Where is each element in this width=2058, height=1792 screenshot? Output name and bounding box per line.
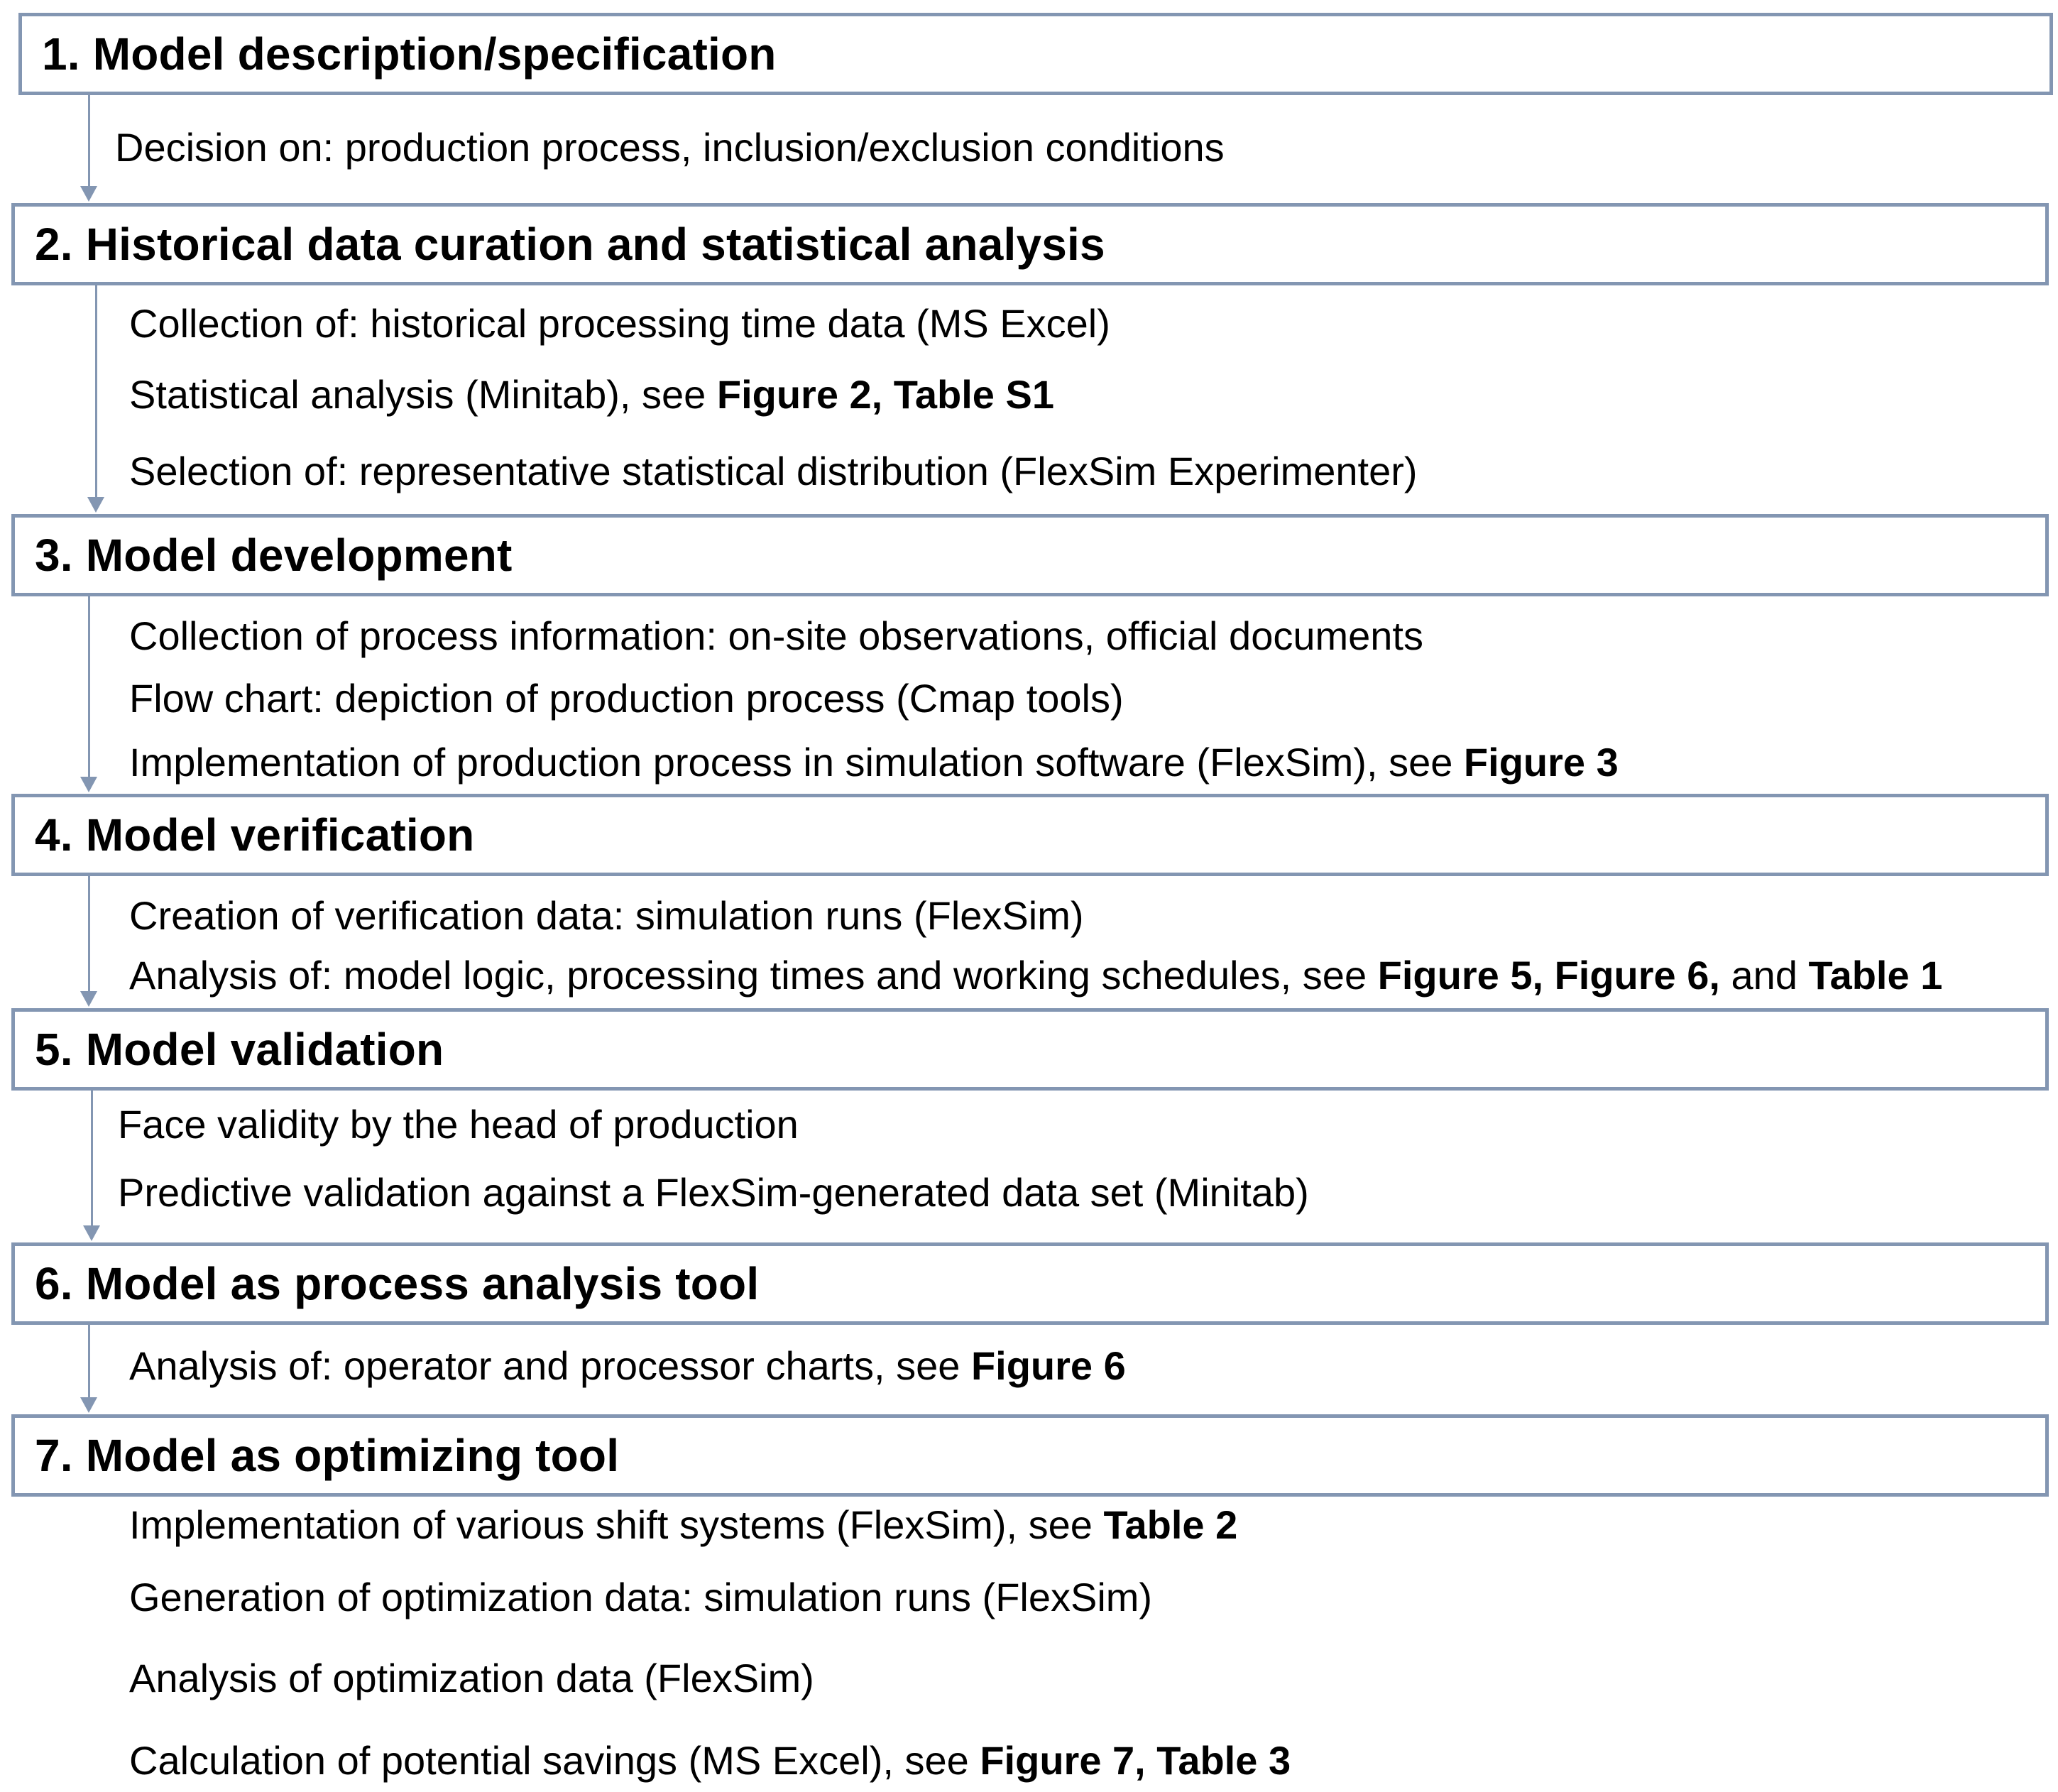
step-box-2 — [11, 203, 2049, 285]
step-2-detail-line — [129, 449, 1418, 493]
detail-text: Decision on: production process, inclusion/exclusion conditions — [115, 125, 1225, 170]
detail-text: Creation of verification data: simulation runs (FlexSim) — [129, 893, 1084, 938]
step-1-detail-line — [115, 125, 1225, 170]
flow-arrow-line — [88, 876, 90, 993]
detail-text: Selection of: representative statistical distribution (FlexSim Experimenter) — [129, 449, 1418, 493]
flow-arrowhead-icon — [80, 186, 97, 202]
step-3-detail-line — [129, 613, 1423, 658]
flow-arrow-line — [88, 596, 90, 778]
step-5-detail-line — [118, 1170, 1309, 1215]
figure-reference: Figure 2, Table S1 — [716, 372, 1054, 417]
step-7-detail-line — [129, 1738, 1291, 1783]
step-title: 3. Model development — [35, 530, 513, 581]
step-box-5 — [11, 1008, 2049, 1091]
detail-text: Implementation of various shift systems (FlexSim), see — [129, 1502, 1104, 1547]
step-7-detail-line — [129, 1656, 814, 1700]
step-title: 4. Model verification — [35, 809, 475, 861]
flow-arrow-line — [88, 95, 90, 187]
figure-reference: Table 2 — [1103, 1502, 1238, 1547]
detail-text: Statistical analysis (Minitab), see — [129, 372, 717, 417]
flow-arrowhead-icon — [80, 1397, 97, 1413]
step-6-detail-line — [129, 1343, 1126, 1388]
detail-text: and — [1719, 953, 1809, 998]
step-title: 6. Model as process analysis tool — [35, 1258, 760, 1309]
detail-text: Collection of process information: on-site observations, official documents — [129, 613, 1423, 658]
detail-text: Analysis of: model logic, processing times and working schedules, see — [129, 953, 1378, 998]
step-box-4 — [11, 794, 2049, 876]
flow-arrow-line — [91, 1091, 93, 1227]
step-2-detail-line — [129, 301, 1110, 346]
step-title: 1. Model description/specification — [42, 28, 777, 80]
flow-arrowhead-icon — [83, 1225, 100, 1241]
step-title: 5. Model validation — [35, 1024, 444, 1075]
detail-text: Implementation of production process in simulation software (FlexSim), see — [129, 740, 1464, 785]
detail-text: Predictive validation against a FlexSim-generated data set (Minitab) — [118, 1170, 1309, 1215]
step-box-7 — [11, 1414, 2049, 1497]
figure-reference: Figure 6 — [970, 1343, 1126, 1388]
step-5-detail-line — [118, 1102, 799, 1147]
step-7-detail-line — [129, 1575, 1153, 1619]
step-7-detail-line — [129, 1502, 1238, 1547]
figure-reference: Table 1 — [1808, 953, 1943, 998]
step-title: 7. Model as optimizing tool — [35, 1430, 620, 1481]
flow-arrow-line — [95, 285, 97, 498]
figure-reference: Figure 7, Table 3 — [980, 1738, 1291, 1783]
detail-text: Analysis of: operator and processor charts, see — [129, 1343, 971, 1388]
step-3-detail-line — [129, 740, 1619, 785]
step-box-3 — [11, 514, 2049, 596]
detail-text: Face validity by the head of production — [118, 1102, 799, 1147]
step-4-detail-line — [129, 953, 1943, 998]
step-title: 2. Historical data curation and statistical analysis — [35, 219, 1105, 270]
figure-reference: Figure 3 — [1463, 740, 1619, 785]
figure-reference: Figure 5, Figure 6, — [1377, 953, 1720, 998]
detail-text: Generation of optimization data: simulation runs (FlexSim) — [129, 1575, 1153, 1619]
flow-arrowhead-icon — [87, 497, 104, 513]
flow-arrowhead-icon — [80, 991, 97, 1007]
step-2-detail-line — [129, 372, 1054, 417]
detail-text: Collection of: historical processing time data (MS Excel) — [129, 301, 1110, 346]
step-3-detail-line — [129, 676, 1124, 721]
flow-arrow-line — [88, 1325, 90, 1399]
detail-text: Flow chart: depiction of production process (Cmap tools) — [129, 676, 1124, 721]
detail-text: Analysis of optimization data (FlexSim) — [129, 1656, 814, 1700]
detail-text: Calculation of potential savings (MS Excel), see — [129, 1738, 980, 1783]
step-box-1 — [18, 13, 2053, 95]
flow-arrowhead-icon — [80, 777, 97, 792]
step-4-detail-line — [129, 893, 1084, 938]
step-box-6 — [11, 1242, 2049, 1325]
